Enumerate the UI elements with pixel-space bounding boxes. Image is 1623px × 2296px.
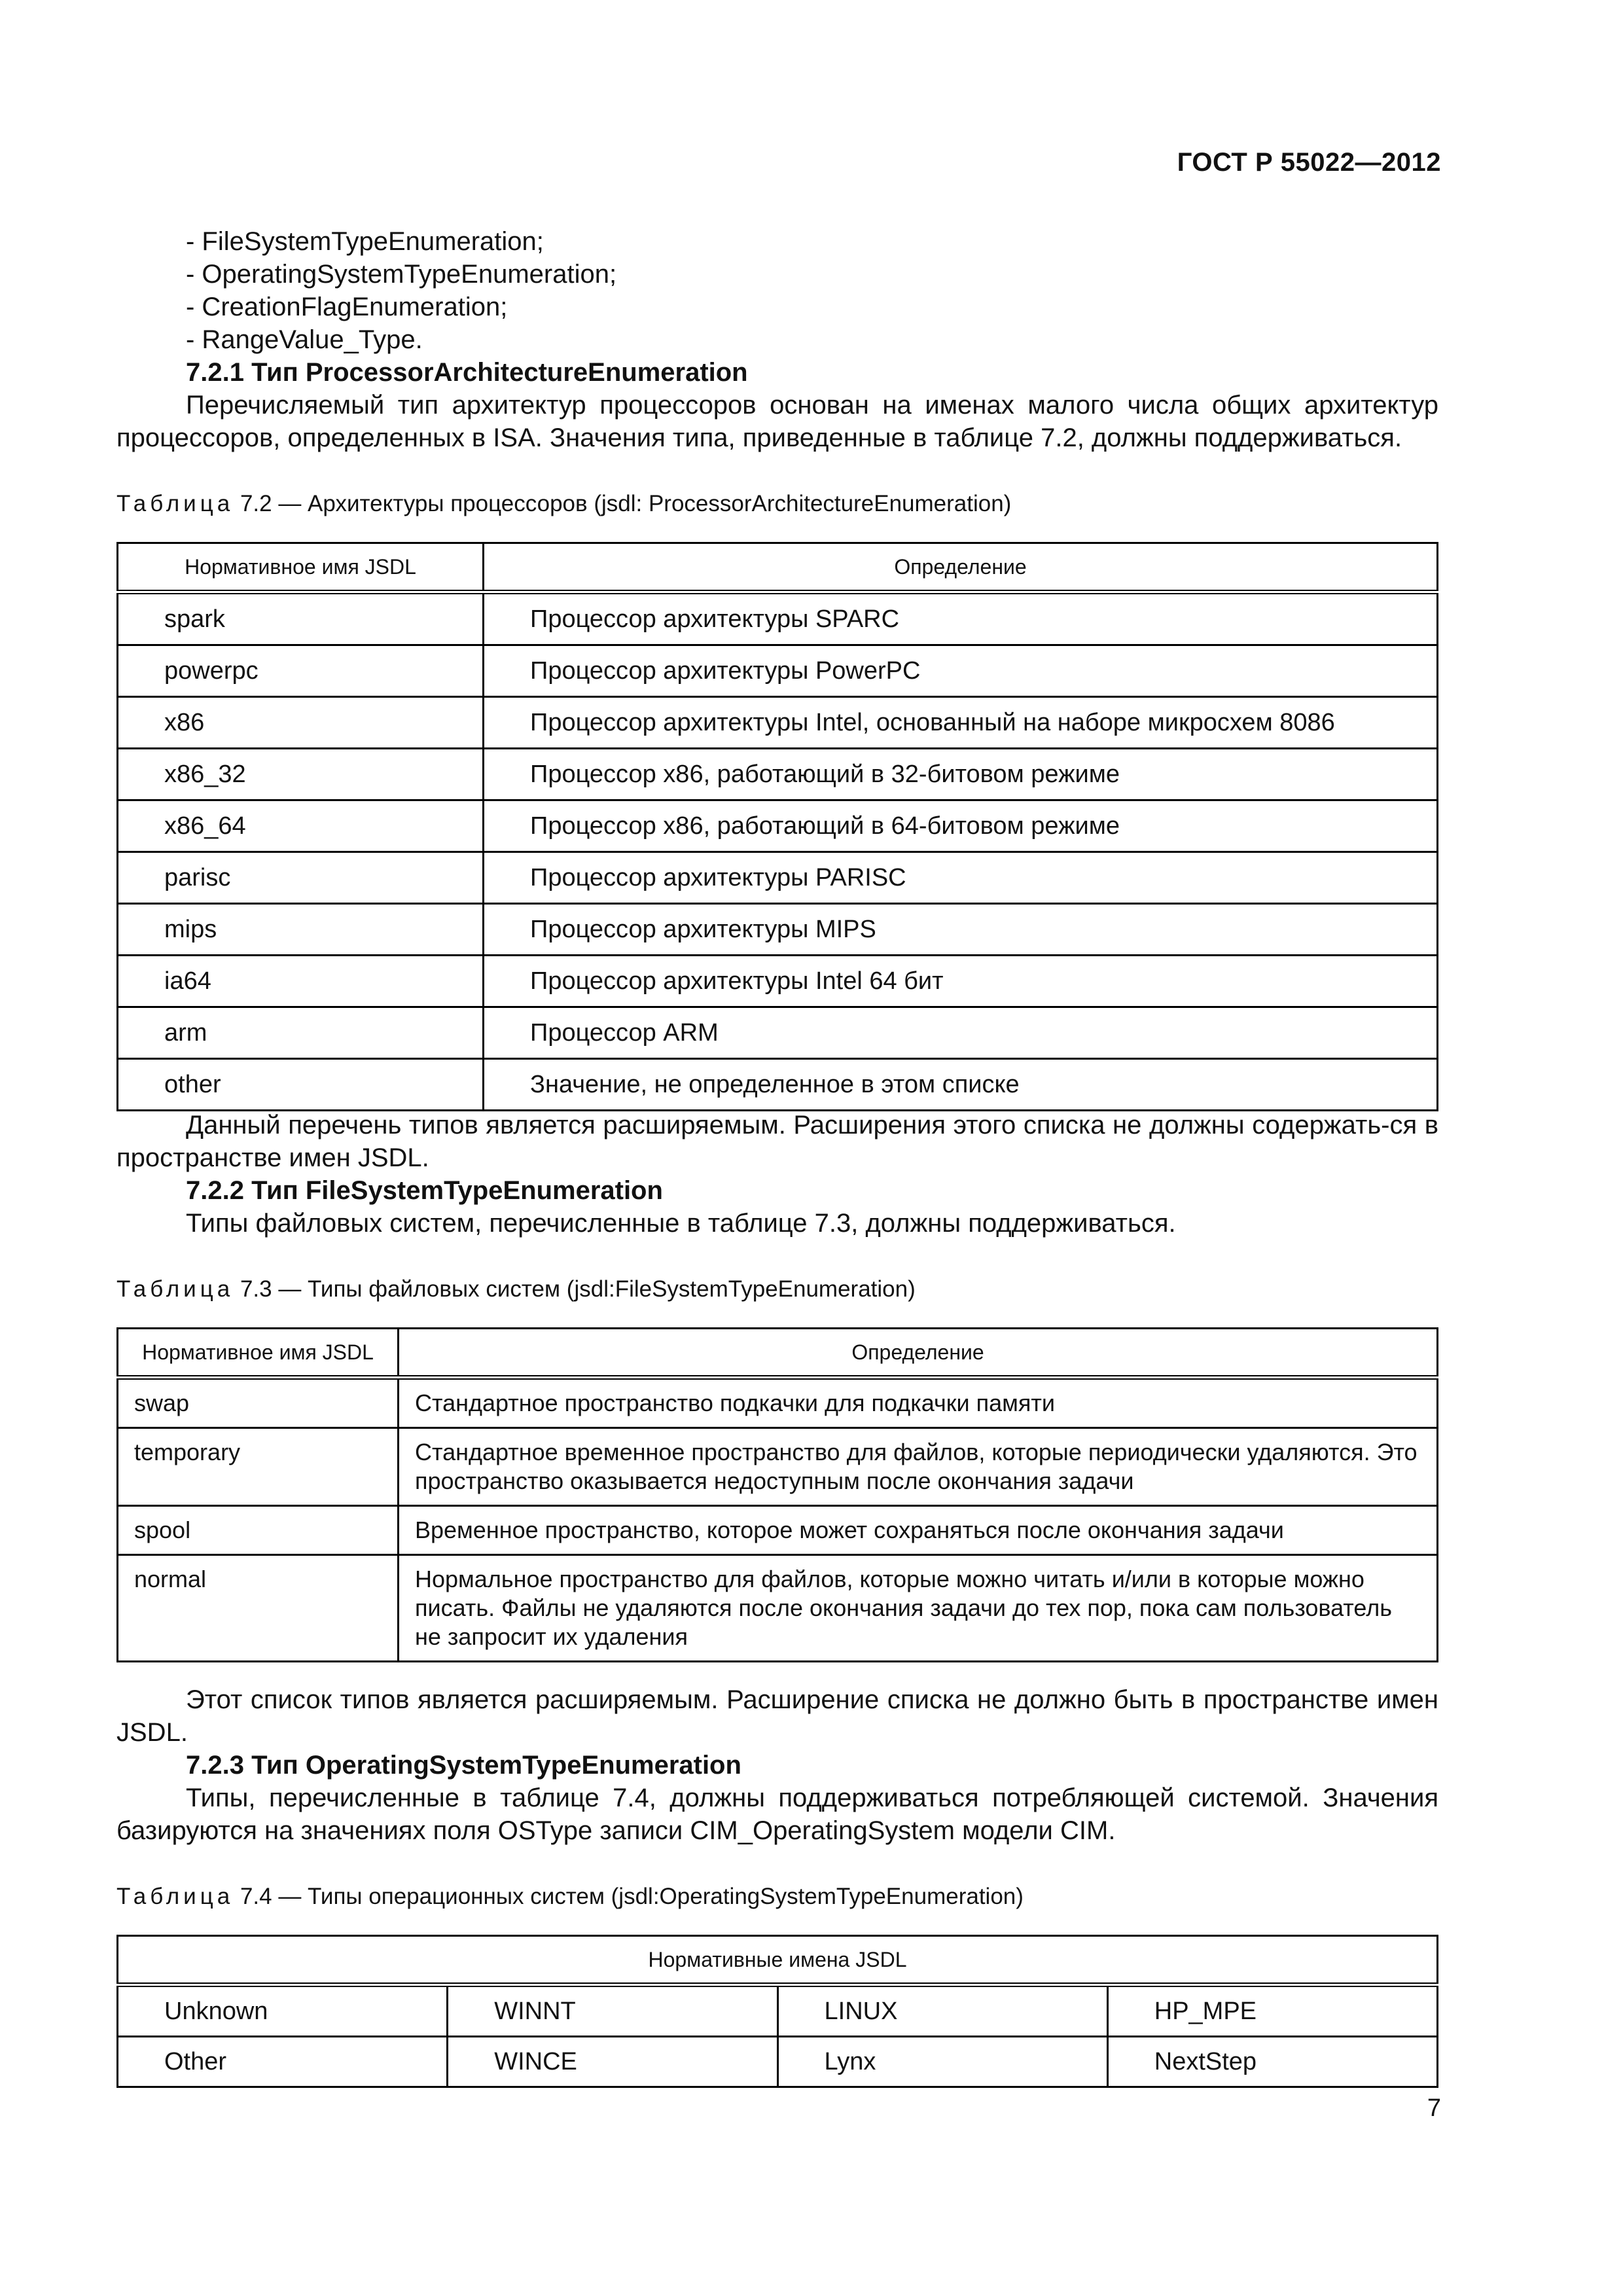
table-row bbox=[118, 852, 1438, 904]
section-heading-7-2-1: 7.2.1 Тип ProcessorArchitectureEnumeration bbox=[186, 358, 748, 387]
cell-def: Процессор архитектуры MIPS bbox=[484, 904, 1438, 956]
list-item: - RangeValue_Type. bbox=[186, 325, 423, 354]
cell-name: spark bbox=[118, 592, 484, 645]
column-header: Нормативное имя JSDL bbox=[118, 1329, 399, 1378]
table-row bbox=[118, 1555, 1438, 1662]
column-header: Определение bbox=[399, 1329, 1438, 1378]
table-row bbox=[118, 1007, 1438, 1059]
caption-label: Таблица bbox=[116, 1276, 234, 1302]
caption-text: 7.2 — Архитектуры процессоров (jsdl: ProcessorArchitectureEnumeration) bbox=[234, 491, 1012, 516]
caption-text: 7.3 — Типы файловых систем (jsdl:FileSystemTypeEnumeration) bbox=[234, 1276, 916, 1302]
caption-label: Таблица bbox=[116, 491, 234, 516]
cell-os: WINNT bbox=[448, 1985, 777, 2037]
cell-name: mips bbox=[118, 904, 484, 956]
cell-def: Процессор архитектуры PowerPC bbox=[484, 645, 1438, 697]
cell-def: Процессор архитектуры Intel, основанный на наборе микросхем 8086 bbox=[484, 697, 1438, 749]
processor-table bbox=[116, 542, 1438, 1111]
cell-def: Стандартное пространство подкачки для подкачки памяти bbox=[399, 1378, 1438, 1428]
table-caption bbox=[116, 1882, 1438, 1911]
paragraph: Типы файловых систем, перечисленные в таблице 7.3, должны поддерживаться. bbox=[186, 1209, 1176, 1238]
cell-os: Lynx bbox=[777, 2037, 1107, 2087]
table-row bbox=[118, 697, 1438, 749]
list-item: - OperatingSystemTypeEnumeration; bbox=[186, 260, 617, 289]
section-7-2-2 bbox=[116, 1109, 1438, 1240]
list-item: - FileSystemTypeEnumeration; bbox=[186, 227, 544, 256]
section-7-2-3 bbox=[116, 1683, 1438, 1847]
cell-name: swap bbox=[118, 1378, 399, 1428]
cell-name: parisc bbox=[118, 852, 484, 904]
cell-def: Процессор ARM bbox=[484, 1007, 1438, 1059]
cell-def: Стандартное временное пространство для файлов, которые периодически удаляются. Это пространство оказывается недоступным после окончания задачи bbox=[399, 1428, 1438, 1506]
column-header: Нормативные имена JSDL bbox=[118, 1936, 1438, 1985]
table-row bbox=[118, 592, 1438, 645]
paragraph: Типы, перечисленные в таблице 7.4, должны поддерживаться потребляющей системой. Значения базируются на значениях поля OSType записи CIM_OperatingSystem модели CIM. bbox=[116, 1784, 1438, 1845]
table-row bbox=[118, 1985, 1438, 2037]
table-7-2-section bbox=[116, 490, 1438, 1111]
list-item: - CreationFlagEnumeration; bbox=[186, 293, 508, 321]
column-header: Нормативное имя JSDL bbox=[118, 543, 484, 592]
caption-label: Таблица bbox=[116, 1884, 234, 1909]
cell-def: Процессор архитектуры PARISC bbox=[484, 852, 1438, 904]
page-number: 7 bbox=[1427, 2094, 1441, 2122]
table-row bbox=[118, 956, 1438, 1007]
filesystem-table bbox=[116, 1327, 1438, 1662]
table-row bbox=[118, 645, 1438, 697]
table-row bbox=[118, 1428, 1438, 1506]
table-caption bbox=[116, 1275, 1438, 1304]
table-row bbox=[118, 800, 1438, 852]
cell-def: Процессор архитектуры Intel 64 бит bbox=[484, 956, 1438, 1007]
table-row bbox=[118, 1378, 1438, 1428]
intro-section bbox=[116, 225, 1438, 454]
cell-name: x86 bbox=[118, 697, 484, 749]
cell-os: HP_MPE bbox=[1107, 1985, 1437, 2037]
cell-def: Процессор x86, работающий в 64-битовом режиме bbox=[484, 800, 1438, 852]
cell-name: other bbox=[118, 1059, 484, 1111]
cell-name: ia64 bbox=[118, 956, 484, 1007]
cell-os: WINCE bbox=[448, 2037, 777, 2087]
cell-name: x86_64 bbox=[118, 800, 484, 852]
cell-name: temporary bbox=[118, 1428, 399, 1506]
cell-os: Other bbox=[118, 2037, 448, 2087]
cell-def: Временное пространство, которое может сохраняться после окончания задачи bbox=[399, 1506, 1438, 1555]
cell-name: spool bbox=[118, 1506, 399, 1555]
cell-name: normal bbox=[118, 1555, 399, 1662]
cell-os: NextStep bbox=[1107, 2037, 1437, 2087]
cell-def: Процессор архитектуры SPARC bbox=[484, 592, 1438, 645]
section-heading-7-2-2: 7.2.2 Тип FileSystemTypeEnumeration bbox=[186, 1176, 663, 1205]
cell-name: powerpc bbox=[118, 645, 484, 697]
document-header: ГОСТ Р 55022—2012 bbox=[1177, 148, 1441, 177]
paragraph: Перечисляемый тип архитектур процессоров основан на именах малого числа общих архитектур процессоров, определенных в ISA. Значения типа, приведенные в таблице 7.2, должны поддерживаться. bbox=[116, 391, 1438, 452]
cell-os: Unknown bbox=[118, 1985, 448, 2037]
table-row bbox=[118, 749, 1438, 800]
column-header: Определение bbox=[484, 543, 1438, 592]
table-7-3-section bbox=[116, 1275, 1438, 1662]
os-table bbox=[116, 1935, 1438, 2088]
cell-name: arm bbox=[118, 1007, 484, 1059]
cell-name: x86_32 bbox=[118, 749, 484, 800]
cell-def: Нормальное пространство для файлов, которые можно читать и/или в которые можно писать. Файлы не удаляются после окончания задачи до тех пор, пока сам пользователь не запросит их удаления bbox=[399, 1555, 1438, 1662]
table-row bbox=[118, 1059, 1438, 1111]
paragraph: Данный перечень типов является расширяемым. Расширения этого списка не должны содержать-ся в пространстве имен JSDL. bbox=[116, 1111, 1438, 1172]
table-row bbox=[118, 1506, 1438, 1555]
cell-os: LINUX bbox=[777, 1985, 1107, 2037]
paragraph: Этот список типов является расширяемым. Расширение списка не должно быть в пространстве имен JSDL. bbox=[116, 1685, 1438, 1747]
table-row bbox=[118, 904, 1438, 956]
section-heading-7-2-3: 7.2.3 Тип OperatingSystemTypeEnumeration bbox=[186, 1751, 741, 1780]
caption-text: 7.4 — Типы операционных систем (jsdl:OperatingSystemTypeEnumeration) bbox=[234, 1884, 1024, 1909]
cell-def: Процессор x86, работающий в 32-битовом режиме bbox=[484, 749, 1438, 800]
table-row bbox=[118, 2037, 1438, 2087]
table-7-4-section bbox=[116, 1882, 1438, 2088]
table-caption bbox=[116, 490, 1438, 518]
cell-def: Значение, не определенное в этом списке bbox=[484, 1059, 1438, 1111]
